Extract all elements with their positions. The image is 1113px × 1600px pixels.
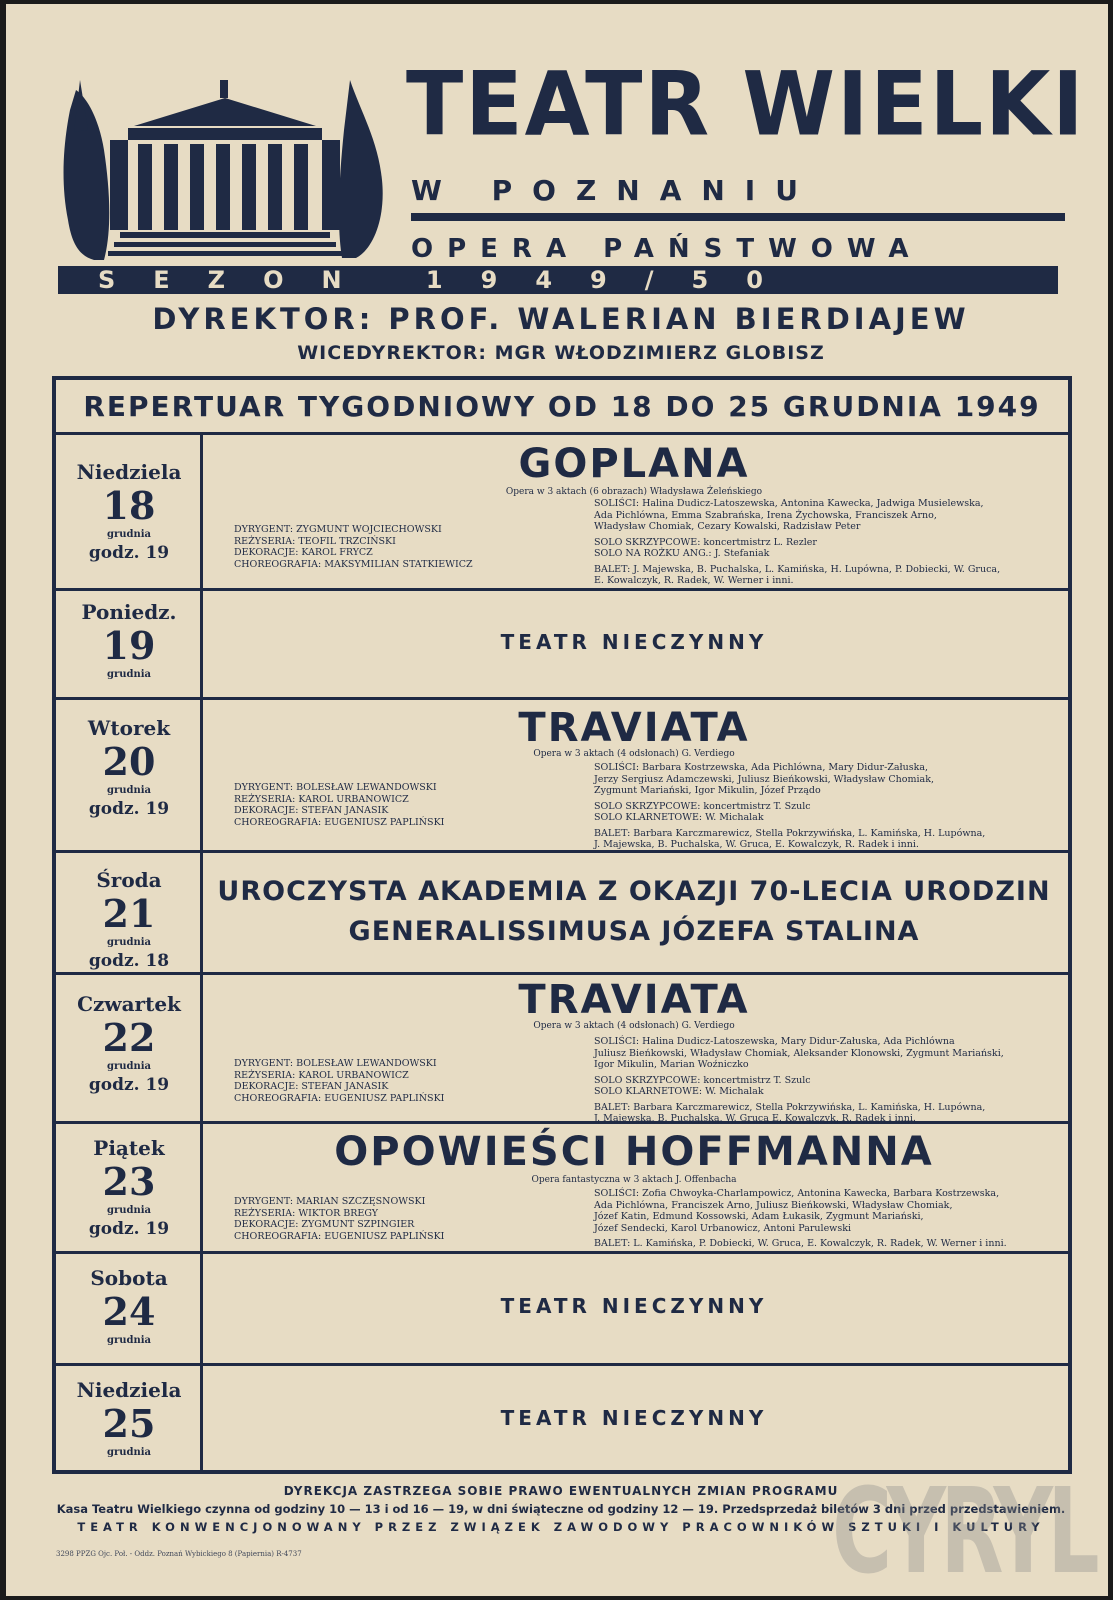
day-number: 23 bbox=[102, 1159, 156, 1204]
cast-line: SOLIŚCI: Zofia Chwoyka-Charlampowicz, Antonina Kawecka, Barbara Kostrzewska, bbox=[594, 1188, 1000, 1199]
day-month: grudnia bbox=[106, 1205, 152, 1216]
cast-line: E. Kowalczyk, R. Radek, W. Werner i inni. bbox=[594, 575, 794, 586]
cast-line: J. Majewska, B. Puchalska, W. Gruca E. Kowalczyk, R. Radek i inni. bbox=[594, 1113, 916, 1124]
performance-title: OPOWIEŚCI HOFFMANNA bbox=[334, 1129, 934, 1175]
crew-line: CHOREOGRAFIA: EUGENIUSZ PAPLIŃSKI bbox=[234, 816, 445, 828]
cast-line: SOLO KLARNETOWE: W. Michalak bbox=[594, 1086, 764, 1097]
day-name: Niedziela bbox=[76, 460, 182, 484]
row-divider bbox=[56, 588, 1068, 591]
day-name: Czwartek bbox=[77, 992, 181, 1016]
performance-title: TRAVIATA bbox=[518, 705, 750, 751]
cast-list bbox=[594, 762, 1044, 851]
cast-line: SOLO SKRZYPCOWE: koncertmistrz L. Rezler bbox=[594, 536, 817, 548]
title-rule bbox=[411, 213, 1065, 221]
day-name: Wtorek bbox=[87, 716, 171, 740]
cast-list bbox=[594, 498, 1044, 587]
cast-line: Władysław Chomiak, Cezary Kowalski, Radzisław Peter bbox=[594, 521, 861, 532]
row-divider bbox=[56, 1363, 1068, 1366]
crew-line: REŻYSERIA: KAROL URBANOWICZ bbox=[234, 1069, 409, 1081]
cast-line: Juliusz Bieńkowski, Władysław Chomiak, Aleksander Klonowski, Zygmunt Mariański, bbox=[594, 1047, 1004, 1059]
box-office-hours: Kasa Teatru Wielkiego czynna od godziny 10 — 13 i od 16 — 19, w dni świąteczne od godziny 12 — 19. Przedsprzedaż biletów 3 dni przed przedstawieniem. bbox=[56, 1502, 1066, 1516]
crew-line: DEKORACJE: ZYGMUNT SZPINGIER bbox=[234, 1219, 415, 1230]
cast-line: Ada Pichlówna, Emma Szabrańska, Irena Żychowska, Franciszek Arno, bbox=[594, 509, 937, 521]
theatre-title: TEATR WIELKI bbox=[406, 52, 1086, 156]
row-divider bbox=[56, 432, 1068, 435]
day-name: Niedziela bbox=[76, 1378, 182, 1402]
day-hour: godz. 19 bbox=[88, 1219, 170, 1239]
performance-subtitle: Opera fantastyczna w 3 aktach J. Offenbacha bbox=[531, 1175, 737, 1185]
day-month: grudnia bbox=[106, 937, 152, 948]
cast-line: Ada Pichlówna, Franciszek Arno, Juliusz Bieńkowski, Władysław Chomiak, bbox=[594, 1199, 953, 1211]
cast-list bbox=[594, 1188, 1044, 1250]
day-number: 24 bbox=[102, 1289, 156, 1334]
row-divider bbox=[56, 697, 1068, 700]
crew-line: DYRYGENT: ZYGMUNT WOJCIECHOWSKI bbox=[234, 524, 442, 535]
cast-line: Józef Sendecki, Karol Urbanowicz, Antoni Parulewski bbox=[594, 1222, 851, 1234]
day-cell bbox=[58, 460, 200, 564]
theatre-closed: TEATR NIECZYNNY bbox=[500, 630, 768, 654]
cast-line: SOLO KLARNETOWE: W. Michalak bbox=[594, 812, 764, 823]
cast-line: SOLIŚCI: Halina Dudicz-Latoszewska, Antonina Kawecka, Jadwiga Musielewska, bbox=[594, 498, 984, 509]
cast-line: Jerzy Sergiusz Adamczewski, Juliusz Bieńkowski, Władysław Chomiak, bbox=[594, 773, 934, 785]
event-line: GENERALISSIMUSA JÓZEFA STALINA bbox=[348, 916, 920, 947]
theatre-building-logo bbox=[60, 70, 390, 266]
director: DYREKTOR: PROF. WALERIAN BIERDIAJEW bbox=[152, 302, 970, 336]
day-cell bbox=[58, 868, 200, 972]
day-number: 21 bbox=[102, 891, 156, 936]
cast-line: BALET: J. Majewska, B. Puchalska, L. Kamińska, H. Lupówna, P. Dobiecki, W. Gruca, bbox=[594, 563, 1001, 575]
cast-line: BALET: L. Kamińska, P. Dobiecki, W. Gruca, E. Kowalczyk, R. Radek, W. Werner i inni. bbox=[594, 1238, 1007, 1249]
cast-line: Igor Mikulin, Marian Woźniczko bbox=[594, 1059, 749, 1070]
day-name: Poniedz. bbox=[81, 600, 177, 624]
day-hour: godz. 19 bbox=[88, 543, 170, 563]
row-divider bbox=[56, 1251, 1068, 1254]
crew-line: CHOREOGRAFIA: MAKSYMILIAN STATKIEWICZ bbox=[234, 558, 473, 570]
cast-line: SOLIŚCI: Barbara Kostrzewska, Ada Pichlówna, Mary Didur-Załuska, bbox=[594, 762, 929, 773]
row-divider bbox=[56, 972, 1068, 975]
crew-line: CHOREOGRAFIA: EUGENIUSZ PAPLIŃSKI bbox=[234, 1230, 445, 1242]
crew-line: REŻYSERIA: TEOFIL TRZCIŃSKI bbox=[234, 535, 396, 547]
cast-line: SOLO SKRZYPCOWE: koncertmistrz T. Szulc bbox=[594, 1074, 811, 1086]
day-month: grudnia bbox=[106, 1061, 152, 1072]
day-number: 19 bbox=[102, 623, 156, 668]
performance-title: GOPLANA bbox=[518, 441, 750, 487]
union-notice: TEATR KONWENCJONOWANY PRZEZ ZWIĄZEK ZAWODOWY PRACOWNIKÓW SZTUKI I KULTURY bbox=[77, 1520, 1045, 1534]
watermark-text: CYRYL bbox=[832, 1464, 1098, 1584]
cast-line: SOLO NA ROŻKU ANG.: J. Stefaniak bbox=[594, 548, 770, 559]
season-banner: SEZON 1949/50 bbox=[58, 266, 1058, 294]
cast-line: SOLIŚCI: Halina Dudicz-Latoszewska, Mary Didur-Załuska, Ada Pichlówna bbox=[594, 1036, 955, 1047]
day-name: Piątek bbox=[93, 1136, 165, 1160]
day-hour: godz. 19 bbox=[88, 1075, 170, 1095]
poster bbox=[6, 4, 1108, 1596]
crew-line: DYRYGENT: BOLESŁAW LEWANDOWSKI bbox=[234, 1058, 437, 1069]
crew-line: REŻYSERIA: KAROL URBANOWICZ bbox=[234, 793, 409, 805]
performance-subtitle: Opera w 3 aktach (4 odsłonach) G. Verdiego bbox=[533, 1021, 735, 1031]
theatre-city: W POZNANIU bbox=[411, 174, 818, 207]
column-divider bbox=[200, 432, 203, 1470]
crew-line: DYRYGENT: BOLESŁAW LEWANDOWSKI bbox=[234, 782, 437, 793]
day-name: Sobota bbox=[90, 1266, 168, 1290]
day-cell bbox=[58, 992, 200, 1096]
crew-line: DEKORACJE: STEFAN JANASIK bbox=[234, 805, 389, 816]
performance-title: TRAVIATA bbox=[518, 977, 750, 1023]
day-number: 20 bbox=[102, 739, 156, 784]
crew-line: REŻYSERIA: WIKTOR BREGY bbox=[234, 1207, 379, 1219]
day-hour: godz. 18 bbox=[88, 951, 170, 971]
day-cell bbox=[58, 600, 200, 682]
crew-list bbox=[234, 524, 574, 570]
event-line: UROCZYSTA AKADEMIA Z OKAZJI 70-LECIA URODZIN bbox=[217, 876, 1051, 907]
theatre-closed: TEATR NIECZYNNY bbox=[500, 1406, 768, 1430]
theatre-closed: TEATR NIECZYNNY bbox=[500, 1294, 768, 1318]
day-name: Środa bbox=[96, 868, 162, 892]
day-month: grudnia bbox=[106, 1447, 152, 1458]
crew-list bbox=[234, 1196, 574, 1242]
cast-line: SOLO SKRZYPCOWE: koncertmistrz T. Szulc bbox=[594, 800, 811, 812]
day-month: grudnia bbox=[106, 785, 152, 796]
cast-line: J. Majewska, B. Puchalska, W. Gruca, E. Kowalczyk, R. Radek i inni. bbox=[594, 839, 919, 850]
crew-line: DYRYGENT: MARIAN SZCZĘSNOWSKI bbox=[234, 1196, 426, 1207]
vice-director: WICEDYREKTOR: MGR WŁODZIMIERZ GLOBISZ bbox=[297, 342, 825, 364]
day-number: 22 bbox=[102, 1015, 156, 1060]
cast-line: Józef Katin, Edmund Kossowski, Adam Łukasik, Zygmunt Mariański, bbox=[594, 1211, 924, 1222]
day-month: grudnia bbox=[106, 669, 152, 680]
crew-line: CHOREOGRAFIA: EUGENIUSZ PAPLIŃSKI bbox=[234, 1092, 445, 1104]
performance-subtitle: Opera w 3 aktach (4 odsłonach) G. Verdiego bbox=[533, 749, 735, 759]
day-cell bbox=[58, 1378, 200, 1460]
performance-subtitle: Opera w 3 aktach (6 obrazach) Władysława Żeleńskiego bbox=[505, 487, 763, 497]
day-number: 18 bbox=[102, 483, 156, 528]
day-cell bbox=[58, 716, 200, 820]
day-month: grudnia bbox=[106, 1335, 152, 1346]
repertoire-heading: REPERTUAR TYGODNIOWY OD 18 DO 25 GRUDNIA 1949 bbox=[83, 390, 1041, 423]
crew-line: DEKORACJE: STEFAN JANASIK bbox=[234, 1081, 389, 1092]
cyryl-watermark bbox=[828, 1464, 1098, 1584]
cast-list bbox=[594, 1036, 1044, 1125]
day-cell bbox=[58, 1136, 200, 1240]
program-change-notice: DYREKCJA ZASTRZEGA SOBIE PRAWO EWENTUALNYCH ZMIAN PROGRAMU bbox=[283, 1484, 839, 1498]
cast-line: Zygmunt Mariański, Igor Mikulin, Józef Prządo bbox=[594, 785, 821, 796]
crew-list bbox=[234, 782, 574, 828]
day-month: grudnia bbox=[106, 529, 152, 540]
day-hour: godz. 19 bbox=[88, 799, 170, 819]
crew-list bbox=[234, 1058, 574, 1104]
opera-subtitle: OPERA PAŃSTWOWA bbox=[411, 234, 923, 264]
cast-line: BALET: Barbara Karczmarewicz, Stella Pokrzywińska, L. Kamińska, H. Lupówna, bbox=[594, 827, 986, 839]
cast-line: BALET: Barbara Karczmarewicz, Stella Pokrzywińska, L. Kamińska, H. Lupówna, bbox=[594, 1101, 986, 1113]
day-cell bbox=[58, 1266, 200, 1348]
day-number: 25 bbox=[102, 1401, 156, 1446]
printer-imprint: 3298 PPZG Ojc. Poł. - Oddz. Poznań Wybickiego 8 (Papiernia) R-4737 bbox=[56, 1550, 302, 1558]
crew-line: DEKORACJE: KAROL FRYCZ bbox=[234, 547, 373, 558]
